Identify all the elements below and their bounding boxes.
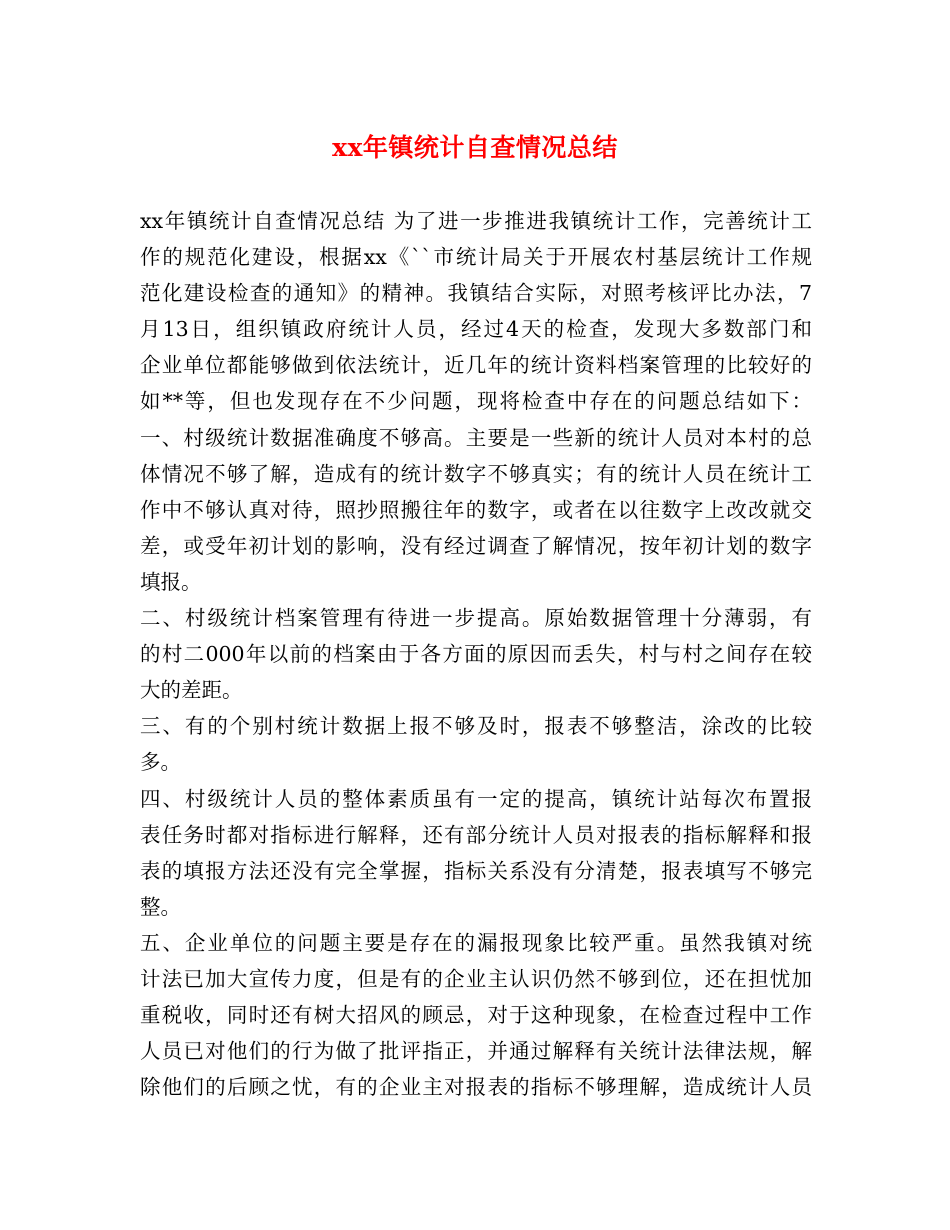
text-line: 计法已加大宣传力度，但是有的企业主认识仍然不够到位，还在担忧加 [140,966,812,991]
text-line: 表任务时都对指标进行解释，还有部分统计人员对报表的指标解释和报 [140,822,812,847]
text-line: 作的规范化建设，根据xx《``市统计局关于开展农村基层统计工作规 [140,245,812,270]
text-line: 如**等，但也发现存在不少问题，现将检查中存在的问题总结如下： [140,389,812,414]
text-line: 的村二000年以前的档案由于各方面的原因而丢失，村与村之间存在较 [140,642,812,667]
text-line: 人员已对他们的行为做了批评指正，并通过解释有关统计法律法规，解 [140,1039,812,1064]
text-line: 四、村级统计人员的整体素质虽有一定的提高，镇统计站每次布置报 [140,786,812,811]
text-line: 范化建设检查的通知》的精神。我镇结合实际，对照考核评比办法，7 [140,281,812,306]
text-line: 体情况不够了解，造成有的统计数字不够真实；有的统计人员在统计工 [140,461,812,486]
text-line: 重税收，同时还有树大招风的顾忌，对于这种现象，在检查过程中工作 [140,1003,812,1028]
text-line: 五、企业单位的问题主要是存在的漏报现象比较严重。虽然我镇对统 [140,930,812,955]
text-line: 大的差距。 [140,678,243,703]
text-line: xx年镇统计自查情况总结 为了进一步推进我镇统计工作，完善统计工 [140,209,812,233]
text-line: 月13日，组织镇政府统计人员，经过4天的检查，发现大多数部门和 [140,317,812,342]
document-body [140,203,812,1105]
text-line: 填报。 [140,569,202,594]
text-line: 企业单位都能够做到依法统计，近几年的统计资料档案管理的比较好的 [140,353,812,378]
text-line: 三、有的个别村统计数据上报不够及时，报表不够整洁，涂改的比较 [140,714,812,739]
text-line: 整。 [140,894,181,919]
text-line: 多。 [140,750,181,775]
text-line: 作中不够认真对待，照抄照搬往年的数字，或者在以往数字上改改就交 [140,497,812,522]
text-line: 一、村级统计数据准确度不够高。主要是一些新的统计人员对本村的总 [140,425,812,450]
text-line: 表的填报方法还没有完全掌握，指标关系没有分清楚，报表填写不够完 [140,858,812,883]
text-line: 差，或受年初计划的影响，没有经过调查了解情况，按年初计划的数字 [140,533,812,558]
document-title: xx年镇统计自查情况总结 [332,133,618,162]
text-line: 二、村级统计档案管理有待进一步提高。原始数据管理十分薄弱，有 [140,606,812,631]
text-line: 除他们的后顾之忧，有的企业主对报表的指标不够理解，造成统计人员 [140,1075,812,1100]
